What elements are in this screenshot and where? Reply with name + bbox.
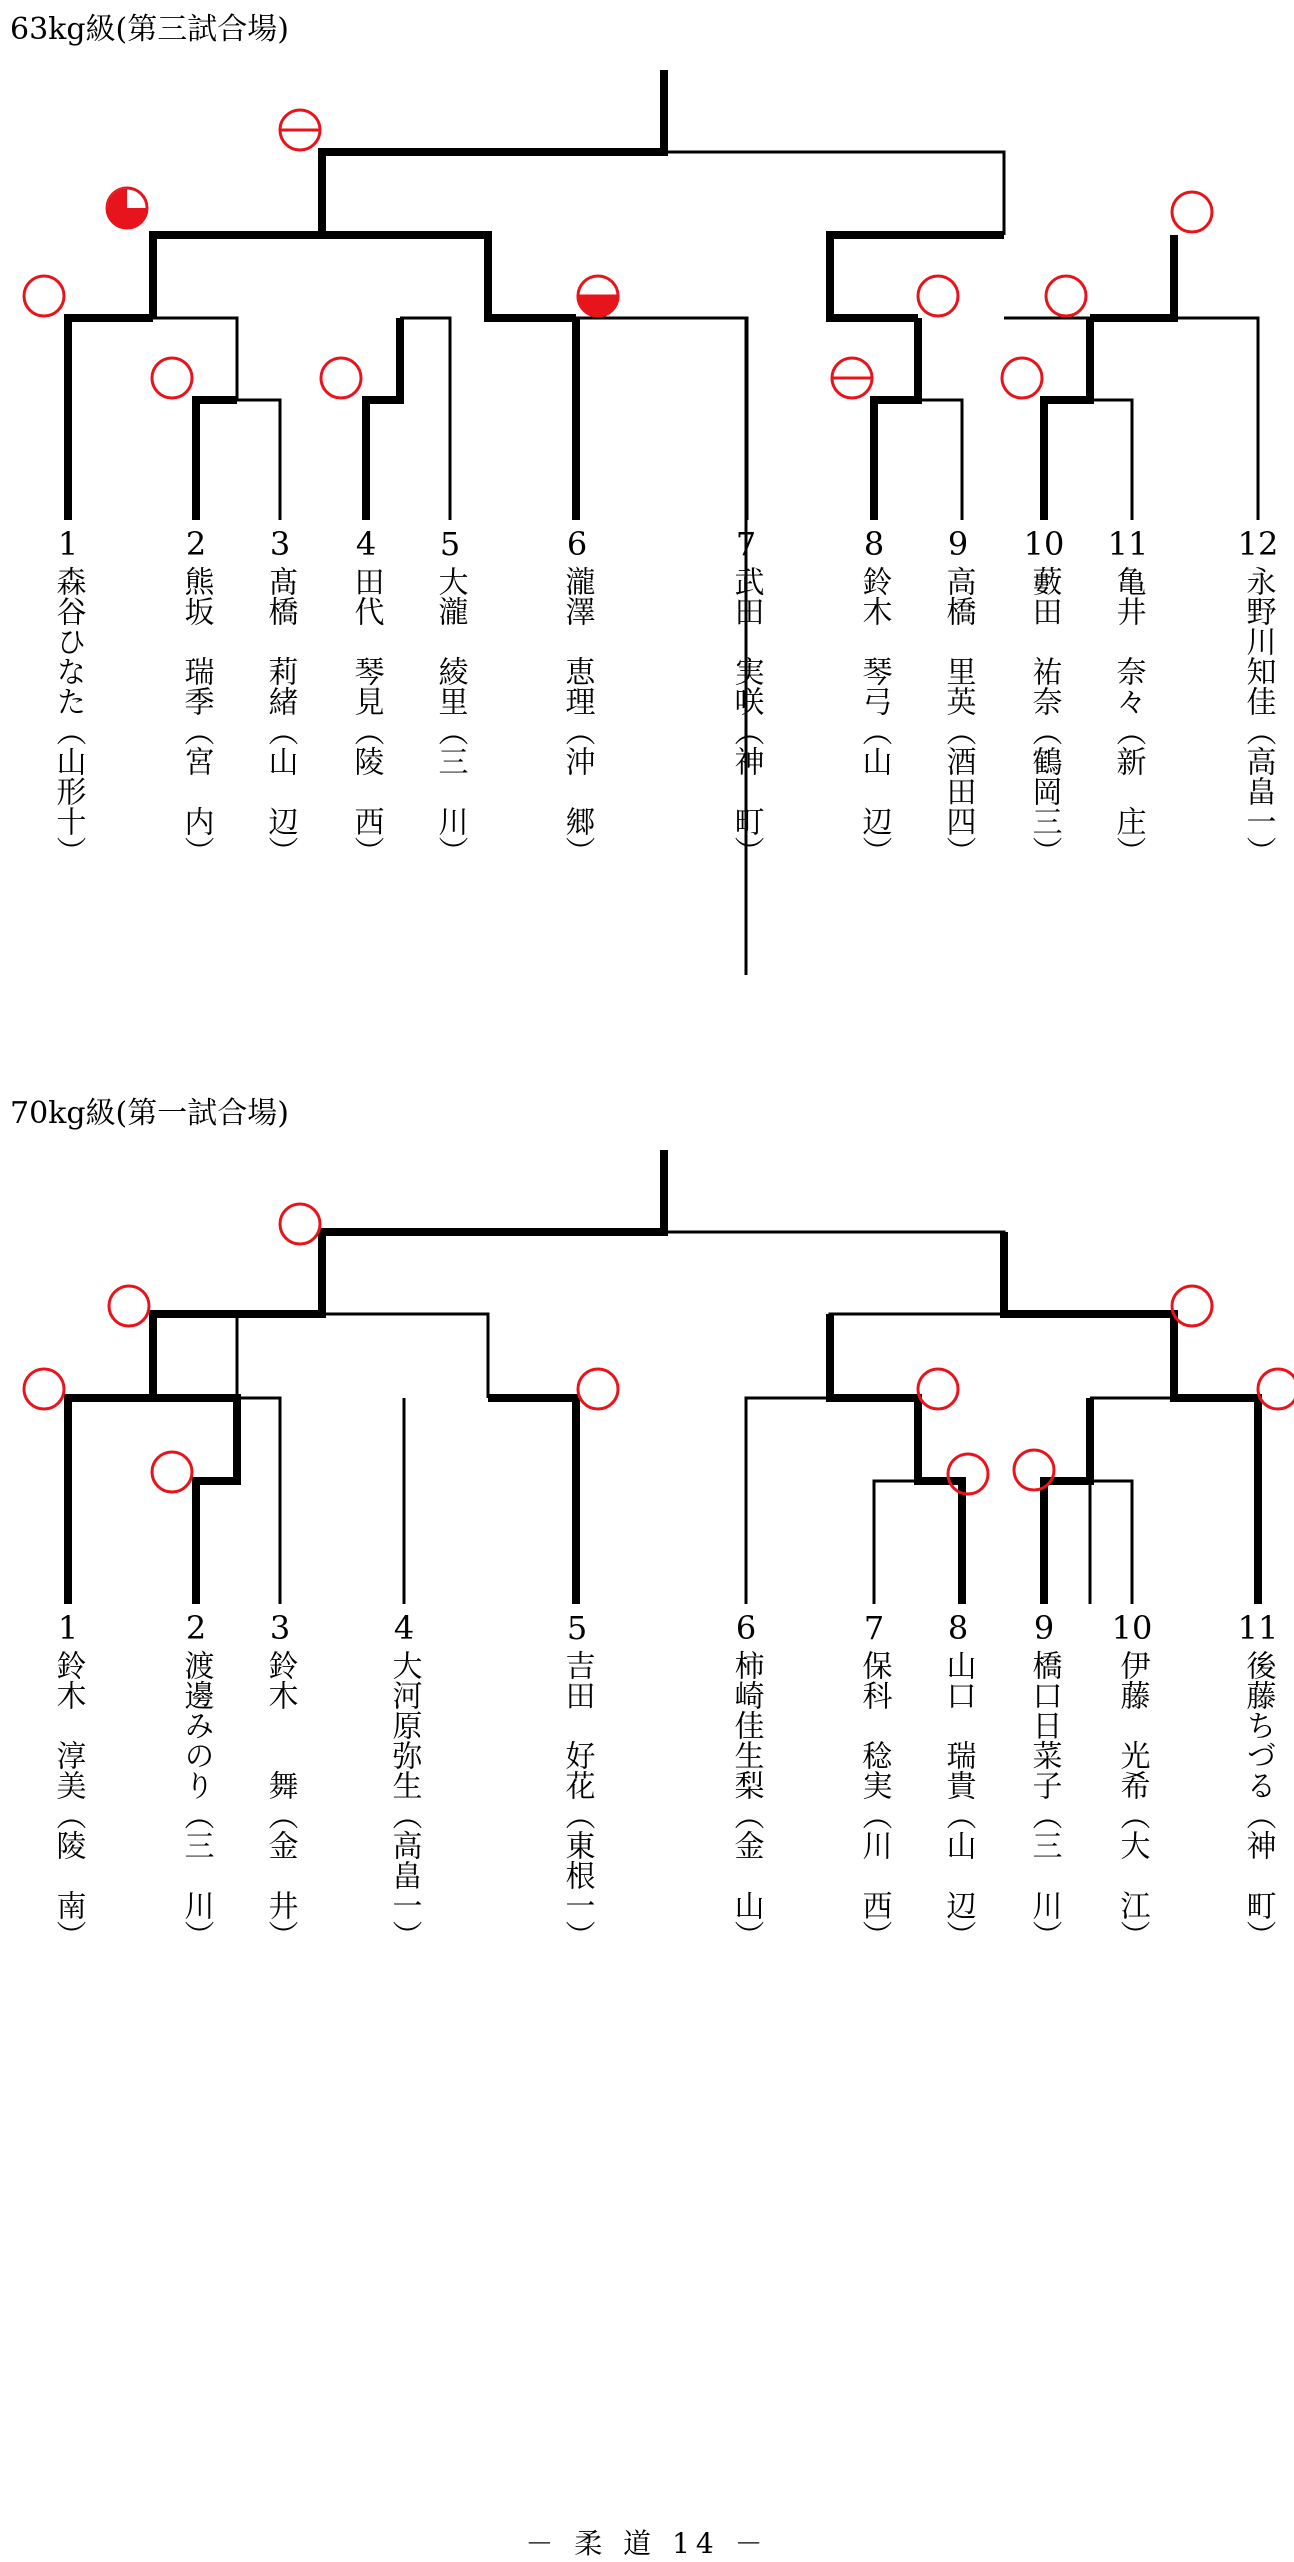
player-number: 8	[947, 1609, 969, 1647]
player-entry	[43, 1606, 93, 1950]
player-name: 武田 実咲	[728, 566, 764, 716]
player-entry	[379, 1606, 429, 1950]
player-entry	[552, 1606, 602, 1950]
player-entry	[721, 522, 771, 866]
player-name: 柿崎佳生梨	[728, 1650, 764, 1800]
player-school: （山 辺）	[940, 1800, 976, 1950]
player-school: （三 川）	[178, 1800, 214, 1950]
player-entry	[1233, 522, 1283, 866]
player-school: （鶴岡三）	[1026, 716, 1062, 866]
player-number: 4	[393, 1609, 415, 1647]
win-circle-mark	[1002, 358, 1042, 398]
player-name: 高橋 里英	[940, 566, 976, 716]
player-school: （陵 南）	[50, 1800, 86, 1950]
player-entry	[933, 1606, 983, 1950]
win-circle-mark	[1014, 1450, 1054, 1490]
player-entry	[1233, 1606, 1283, 1950]
player-entry	[255, 1606, 305, 1950]
win-circle-mark	[948, 1454, 988, 1494]
player-school: （新 庄）	[1110, 716, 1146, 866]
player-name: 吉田 好花	[559, 1650, 595, 1800]
player-entry	[341, 522, 391, 866]
quarter-mark	[107, 188, 147, 228]
win-circle-mark	[918, 1369, 958, 1409]
player-number: 3	[269, 1609, 291, 1647]
player-school: （酒田四）	[940, 716, 976, 866]
player-entry	[933, 522, 983, 866]
player-name: 渡邊みのり	[178, 1650, 214, 1800]
player-school: （三 川）	[1026, 1800, 1062, 1950]
player-name: 後藤ちづる	[1240, 1650, 1276, 1800]
player-name: 田代 琴見	[348, 566, 384, 716]
player-number: 9	[1033, 1609, 1055, 1647]
player-name: 伊藤 光希	[1114, 1650, 1150, 1800]
win-circle-mark	[918, 276, 958, 316]
bracket-thin-lines	[153, 152, 1258, 975]
win-circle-mark	[24, 1369, 64, 1409]
player-school: （沖 郷）	[559, 716, 595, 866]
player-entry	[43, 522, 93, 866]
player-number: 6	[735, 1609, 757, 1647]
player-name: 橋口日菜子	[1026, 1650, 1062, 1800]
player-entry	[171, 522, 221, 866]
player-number: 8	[863, 525, 885, 563]
player-school: （山 辺）	[262, 716, 298, 866]
player-number: 10	[1023, 525, 1065, 563]
player-school: （高畠一）	[386, 1800, 422, 1950]
player-entry	[1107, 1606, 1157, 1950]
player-name: 保科 稔実	[856, 1650, 892, 1800]
player-school: （陵 西）	[348, 716, 384, 866]
player-school: （金 井）	[262, 1800, 298, 1950]
win-circle-mark	[1046, 276, 1086, 316]
player-school: （大 江）	[1114, 1800, 1150, 1950]
bracket-thin-lines	[153, 1232, 1174, 1604]
bracket-title-63kg: 63kg級(第三試合場)	[10, 12, 289, 47]
player-name: 鈴木 舞	[262, 1650, 298, 1800]
player-number: 9	[947, 525, 969, 563]
player-number: 3	[269, 525, 291, 563]
player-number: 10	[1111, 1609, 1153, 1647]
player-school: （東根一）	[559, 1800, 595, 1950]
win-circle-mark	[152, 1452, 192, 1492]
player-name: 藪田 祐奈	[1026, 566, 1062, 716]
player-name: 髙橋 莉緒	[262, 566, 298, 716]
player-school: （金 山）	[728, 1800, 764, 1950]
player-name: 鈴木 淳美	[50, 1650, 86, 1800]
player-entry	[255, 522, 305, 866]
bracket-thick-lines	[68, 1150, 1258, 1604]
player-school: （三 川）	[432, 716, 468, 866]
win-circle-mark	[280, 1204, 320, 1244]
player-name: 山口 瑞貴	[940, 1650, 976, 1800]
player-name: 瀧澤 恵理	[559, 566, 595, 716]
player-school: （川 西）	[856, 1800, 892, 1950]
win-circle-mark	[24, 276, 64, 316]
player-school: （山 辺）	[856, 716, 892, 866]
win-circle-mark	[321, 358, 361, 398]
player-number: 7	[735, 525, 757, 563]
player-entry	[1103, 522, 1153, 866]
player-school: （宮 内）	[178, 716, 214, 866]
result-marks-70kg	[24, 1204, 1294, 1494]
player-number: 7	[863, 1609, 885, 1647]
player-name: 鈴木 琴弓	[856, 566, 892, 716]
page-footer: － 柔 道 14 －	[525, 2527, 769, 2560]
player-school: （山形十）	[50, 716, 86, 866]
player-number: 11	[1237, 1609, 1279, 1647]
player-number: 1	[57, 1609, 79, 1647]
player-number: 12	[1237, 525, 1279, 563]
win-circle-mark	[1258, 1369, 1294, 1409]
player-name: 森谷ひなた	[50, 566, 86, 716]
player-number: 4	[355, 525, 377, 563]
half-fill-mark	[578, 276, 618, 316]
bracket-63kg-lines	[0, 0, 1294, 540]
player-number: 11	[1107, 525, 1149, 563]
player-entry	[849, 1606, 899, 1950]
player-name: 大瀧 綾里	[432, 566, 468, 716]
player-number: 2	[185, 525, 207, 563]
half-win-mark	[832, 358, 872, 398]
bracket-title-70kg: 70kg級(第一試合場)	[10, 1096, 289, 1131]
player-entry	[1019, 522, 1069, 866]
player-name: 大河原弥生	[386, 1650, 422, 1800]
player-entry	[425, 522, 475, 866]
bracket-thick-lines	[68, 70, 1174, 520]
player-entry	[171, 1606, 221, 1950]
win-circle-mark	[1172, 1286, 1212, 1326]
player-entry	[552, 522, 602, 866]
player-number: 6	[566, 525, 588, 563]
win-circle-mark	[152, 358, 192, 398]
player-number: 5	[566, 1609, 588, 1647]
player-entry	[721, 1606, 771, 1950]
player-name: 熊坂 瑞季	[178, 566, 214, 716]
player-name: 永野川知佳	[1240, 566, 1276, 716]
player-number: 2	[185, 1609, 207, 1647]
half-win-mark	[280, 110, 320, 150]
player-entry	[1019, 1606, 1069, 1950]
win-circle-mark	[1172, 192, 1212, 232]
player-school: （神 町）	[1240, 1800, 1276, 1950]
player-number: 1	[57, 525, 79, 563]
bracket-70kg-lines	[0, 1084, 1294, 1624]
win-circle-mark	[109, 1286, 149, 1326]
win-circle-mark	[578, 1369, 618, 1409]
player-entry	[849, 522, 899, 866]
player-name: 亀井 奈々	[1110, 566, 1146, 716]
player-school: （高畠一）	[1240, 716, 1276, 866]
player-number: 5	[439, 525, 461, 563]
player-school: （神 町）	[728, 716, 764, 866]
